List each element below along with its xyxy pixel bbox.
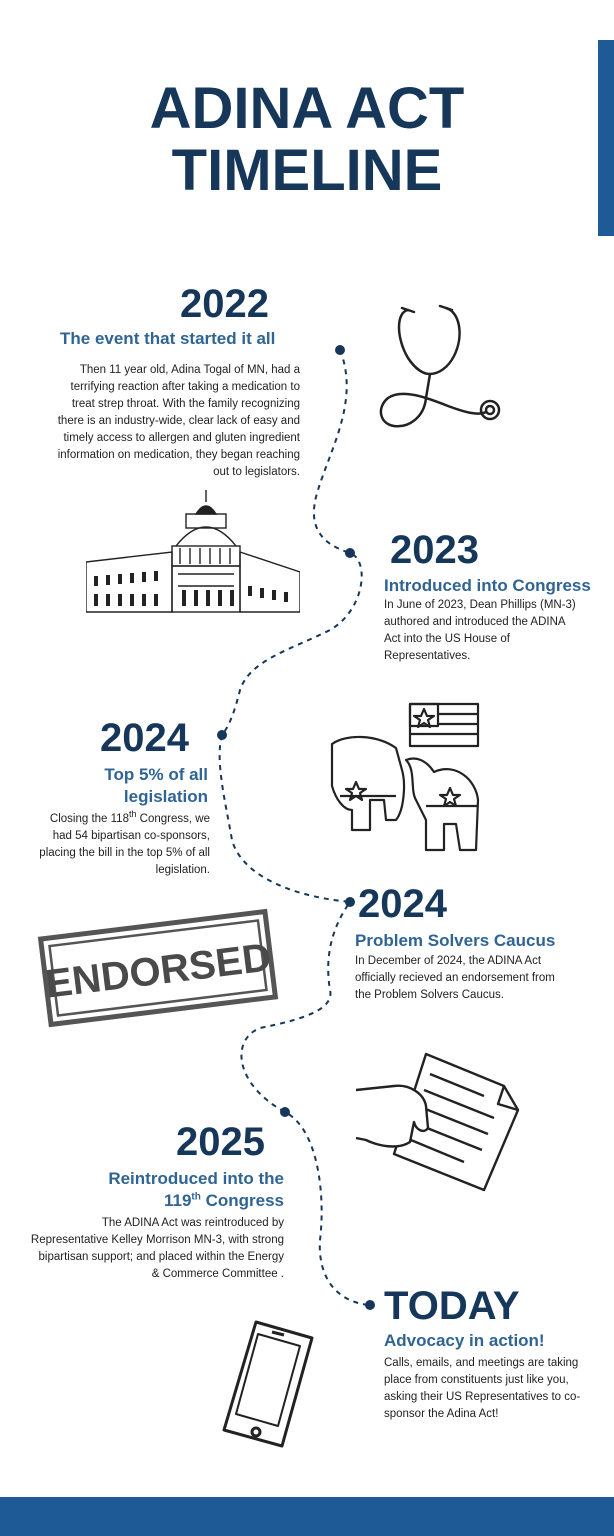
capitol-building-icon	[86, 490, 300, 614]
page-title	[0, 78, 614, 202]
footer-bar	[0, 1497, 614, 1536]
event-year-2024-b: 2024	[358, 882, 447, 926]
body-text: Closing the 118	[49, 813, 129, 825]
body-sup: th	[128, 809, 137, 820]
event-year-today: TODAY	[384, 1284, 520, 1328]
body-text: Congress, we had 54 bipartisan co-sponsors, placing the bill in the top 5% of all legislation.	[39, 813, 210, 876]
timeline-dot	[335, 345, 345, 355]
timeline-dot	[345, 897, 355, 907]
timeline-dot	[280, 1107, 290, 1117]
heading-sup: th	[191, 1191, 201, 1203]
timeline-dot	[217, 730, 227, 740]
event-heading-2023: Introduced into Congress	[384, 576, 591, 595]
event-heading-2024-b: Problem Solvers Caucus	[355, 931, 556, 950]
timeline-dot	[345, 548, 355, 558]
title-line-1: ADINA ACT	[149, 76, 465, 141]
event-year-2025: 2025	[176, 1120, 265, 1164]
title-line-2: TIMELINE	[171, 138, 443, 203]
event-heading-2025	[40, 1168, 284, 1212]
event-heading-2024-a-line1: Top 5% of all	[104, 765, 208, 784]
elephant-donkey-flag-icon	[326, 700, 484, 858]
heading-text: 119	[163, 1191, 192, 1210]
event-body-2023: In June of 2023, Dean Phillips (MN-3) authored and introduced the ADINA Act into the US House of Representatives.	[384, 599, 576, 662]
event-body-today: Calls, emails, and meetings are taking place from constituents just like you, asking their US Representatives to co-sponsor the Adina Act!	[384, 1357, 581, 1420]
heading-text: Congress	[200, 1191, 284, 1210]
event-year-2022: 2022	[180, 282, 269, 326]
event-body-2025: The ADINA Act was reintroduced by Representative Kelley Morrison MN-3, with strong bipartisan support; and placed within the Energy & Commerce Committee .	[30, 1217, 284, 1280]
event-heading-2025-line1: Reintroduced into the	[108, 1169, 284, 1188]
stethoscope-icon	[368, 298, 518, 448]
event-body-2022: Then 11 year old, Adina Togal of MN, had a terrifying reaction after taking a medication to treat strep throat. With the family recognizing there is an industry-wide, clear lack of easy and timely access to allergen and gluten ingredient information on medication, they began reaching out to legislators.	[57, 364, 300, 478]
event-heading-2022: The event that started it all	[60, 329, 276, 348]
event-year-2023: 2023	[390, 528, 479, 572]
event-body-2024-b: In December of 2024, the ADINA Act officially recieved an endorsement from the Problem Solvers Caucus.	[355, 955, 555, 1001]
event-heading-2024-a	[40, 764, 208, 808]
event-heading-2024-a-line2: legislation	[123, 787, 208, 806]
event-heading-today: Advocacy in action!	[384, 1331, 545, 1350]
stamp-text: ENDORSED	[43, 935, 274, 1007]
timeline-dot	[365, 1300, 375, 1310]
hand-document-icon	[354, 1050, 534, 1198]
event-year-2024-a: 2024	[100, 716, 189, 760]
event-body-2024-a	[36, 811, 210, 879]
smartphone-icon	[216, 1318, 320, 1450]
endorsed-stamp-icon	[37, 908, 278, 1028]
